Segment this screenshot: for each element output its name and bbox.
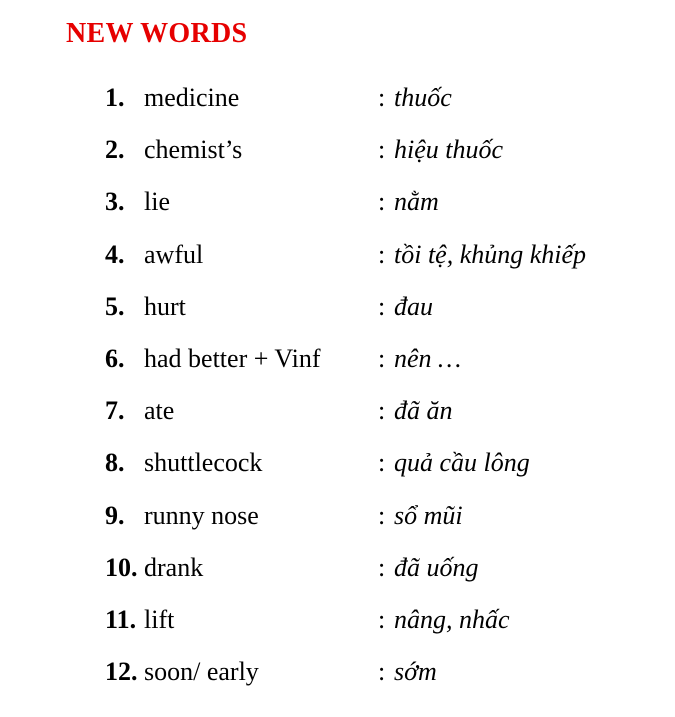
item-number: 9. <box>105 500 125 530</box>
item-number: 2. <box>105 135 125 165</box>
list-item <box>0 83 675 135</box>
list-item <box>0 292 675 344</box>
vietnamese-meaning: đau <box>394 291 433 321</box>
item-number: 11. <box>105 604 137 634</box>
vietnamese-meaning: nằm <box>394 187 439 217</box>
list-item <box>0 240 675 292</box>
english-term: awful <box>144 239 204 269</box>
vietnamese-meaning: nên … <box>394 343 462 373</box>
item-number: 8. <box>105 448 125 478</box>
separator-colon: : <box>378 396 386 426</box>
separator-colon: : <box>378 657 386 687</box>
list-item <box>0 553 675 605</box>
item-number: 5. <box>105 291 125 321</box>
separator-colon: : <box>378 187 386 217</box>
item-number: 10. <box>105 552 138 582</box>
vietnamese-meaning: tồi tệ, khủng khiếp <box>394 239 587 269</box>
item-number: 6. <box>105 343 125 373</box>
list-item <box>0 657 675 709</box>
list-item <box>0 448 675 500</box>
list-item <box>0 501 675 553</box>
item-number: 7. <box>105 396 125 426</box>
list-item <box>0 396 675 448</box>
vietnamese-meaning: đã uống <box>394 552 479 582</box>
english-term: chemist’s <box>144 135 243 165</box>
vietnamese-meaning: đã ăn <box>394 396 453 426</box>
english-term: shuttlecock <box>144 448 263 478</box>
english-term: runny nose <box>144 500 259 530</box>
separator-colon: : <box>378 83 386 112</box>
item-number: 4. <box>105 239 125 269</box>
separator-colon: : <box>378 604 386 634</box>
english-term: medicine <box>144 83 240 112</box>
vietnamese-meaning: sổ mũi <box>394 500 463 530</box>
separator-colon: : <box>378 343 386 373</box>
vocabulary-list <box>0 83 675 709</box>
vietnamese-meaning: hiệu thuốc <box>394 135 504 165</box>
separator-colon: : <box>378 135 386 165</box>
list-item <box>0 135 675 187</box>
english-term: had better + Vinf <box>144 343 321 373</box>
vietnamese-meaning: thuốc <box>394 83 452 112</box>
english-term: ate <box>144 396 175 426</box>
page-title: NEW WORDS <box>66 18 248 49</box>
english-term: drank <box>144 552 204 582</box>
separator-colon: : <box>378 448 386 478</box>
item-number: 12. <box>105 657 138 687</box>
separator-colon: : <box>378 291 386 321</box>
vietnamese-meaning: quả cầu lông <box>394 448 530 478</box>
separator-colon: : <box>378 552 386 582</box>
english-term: lift <box>144 604 175 634</box>
list-item <box>0 187 675 239</box>
item-number: 3. <box>105 187 125 217</box>
item-number: 1. <box>105 83 125 112</box>
separator-colon: : <box>378 239 386 269</box>
vietnamese-meaning: nâng, nhấc <box>394 604 510 634</box>
english-term: lie <box>144 187 170 217</box>
list-item <box>0 605 675 657</box>
separator-colon: : <box>378 500 386 530</box>
english-term: soon/ early <box>144 657 259 687</box>
vietnamese-meaning: sớm <box>394 657 437 687</box>
list-item <box>0 344 675 396</box>
english-term: hurt <box>144 291 186 321</box>
